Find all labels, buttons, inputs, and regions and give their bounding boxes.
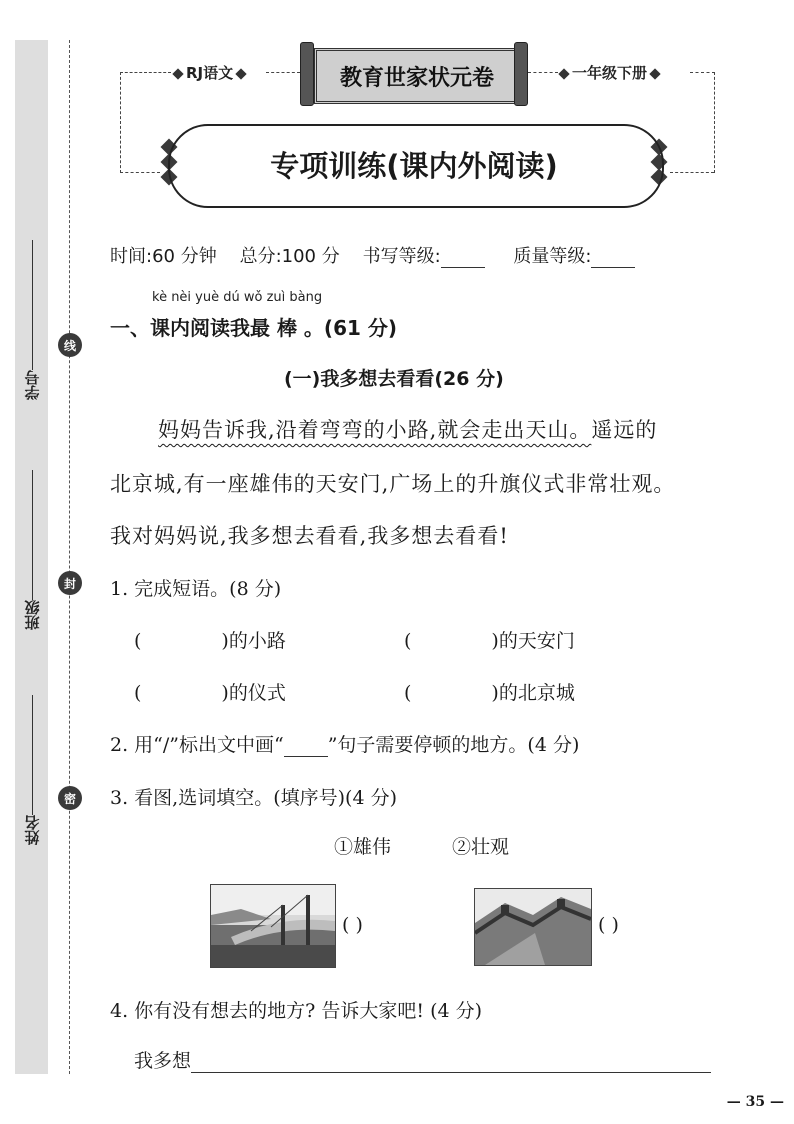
passage-line-1 <box>158 414 657 444</box>
q4-answer-row <box>134 1046 711 1073</box>
name-line <box>31 695 33 815</box>
diamond-icon <box>558 68 569 79</box>
question-2 <box>110 730 579 757</box>
subject-tag-text: RJ语文 <box>186 64 234 82</box>
q1-blank-b[interactable] <box>404 626 575 653</box>
student-id-line <box>31 240 33 370</box>
scroll-roll-right <box>514 42 528 106</box>
q1-a-text: )的小路 <box>221 630 286 652</box>
q1-c-text: )的仪式 <box>221 682 286 704</box>
brand-banner-text: 教育世家状元卷 <box>314 48 520 104</box>
diamond-icon <box>235 68 246 79</box>
writing-grade-label: 书写等级: <box>362 246 441 267</box>
bridge-photo <box>210 884 336 968</box>
q2-text-before: 2. 用“/”标出文中画“ <box>110 734 284 756</box>
passage-line-1-rest: 遥远的 <box>591 418 658 442</box>
q1-blank-c[interactable] <box>134 678 286 705</box>
section-heading: 一、课内阅读我最 棒 。(61 分) <box>110 316 398 340</box>
grade-tag-text: 一年级下册 <box>572 64 648 82</box>
grade-tag <box>556 62 663 83</box>
q2-underline-sample <box>284 756 328 757</box>
class-label: 班级 <box>23 600 42 630</box>
seal-secret: 密 <box>58 786 82 810</box>
paren-open: ( <box>134 630 142 652</box>
passage-line-2: 北京城,有一座雄伟的天安门,广场上的升旗仪式非常壮观。 <box>110 472 676 496</box>
passage-underlined-sentence: 妈妈告诉我,沿着弯弯的小路,就会走出天山。 <box>158 418 592 442</box>
student-id-field[interactable] <box>18 230 46 400</box>
q3-answer-2[interactable]: ( ) <box>598 914 619 936</box>
quality-grade-blank[interactable] <box>591 267 635 268</box>
paren-open: ( <box>404 630 412 652</box>
paren-open: ( <box>404 682 412 704</box>
diamond-icon <box>172 68 183 79</box>
brand-banner <box>300 42 528 106</box>
heading-pinyin: kè nèi yuè dú wǒ zuì bàng <box>152 290 323 305</box>
connector-right-bottom <box>670 172 714 173</box>
q1-b-text: )的天安门 <box>491 630 575 652</box>
class-field[interactable] <box>18 460 46 630</box>
name-field[interactable] <box>18 680 46 845</box>
q3-option-1: ①雄伟 <box>334 836 392 858</box>
q1-d-text: )的北京城 <box>491 682 575 704</box>
passage-line-3: 我对妈妈说,我多想去看看,我多想去看看! <box>110 524 509 548</box>
page-number: — 35 — <box>726 1094 784 1110</box>
connector-left-mid <box>266 72 300 73</box>
quality-grade-label: 质量等级: <box>513 246 592 267</box>
cut-line <box>69 40 70 1074</box>
page-title: 专项训练(课内外阅读) <box>270 148 558 183</box>
diamond-icon <box>649 68 660 79</box>
connector-right-mid <box>528 72 558 73</box>
writing-grade-blank[interactable] <box>441 267 485 268</box>
connector-right <box>690 72 715 173</box>
scroll-roll-left <box>300 42 314 106</box>
q4-answer-line[interactable] <box>191 1052 711 1073</box>
q4-prompt: 我多想 <box>134 1050 192 1072</box>
exam-info <box>110 242 635 268</box>
great-wall-photo <box>474 888 592 966</box>
q1-blank-a[interactable] <box>134 626 286 653</box>
question-3: 3. 看图,选词填空。(填序号)(4 分) <box>110 787 397 809</box>
q3-option-2: ②壮观 <box>452 836 510 858</box>
class-line <box>31 470 33 600</box>
q3-answer-1[interactable]: ( ) <box>342 914 363 936</box>
question-1: 1. 完成短语。(8 分) <box>110 578 282 600</box>
q1-blank-d[interactable] <box>404 678 575 705</box>
passage-title: (一)我多想去看看(26 分) <box>284 368 504 390</box>
q2-text-after: ”句子需要停顿的地方。(4 分) <box>327 734 580 756</box>
name-label: 姓名 <box>23 815 42 845</box>
seal-line: 线 <box>58 333 82 357</box>
time-info: 时间:60 分钟 <box>110 246 217 267</box>
student-id-label: 学号 <box>23 370 42 400</box>
seal-seal: 封 <box>58 571 82 595</box>
question-4: 4. 你有没有想去的地方? 告诉大家吧! (4 分) <box>110 1000 483 1022</box>
total-info: 总分:100 分 <box>239 246 340 267</box>
subject-tag <box>170 62 249 83</box>
connector-left-bottom <box>120 172 160 173</box>
paren-open: ( <box>134 682 142 704</box>
